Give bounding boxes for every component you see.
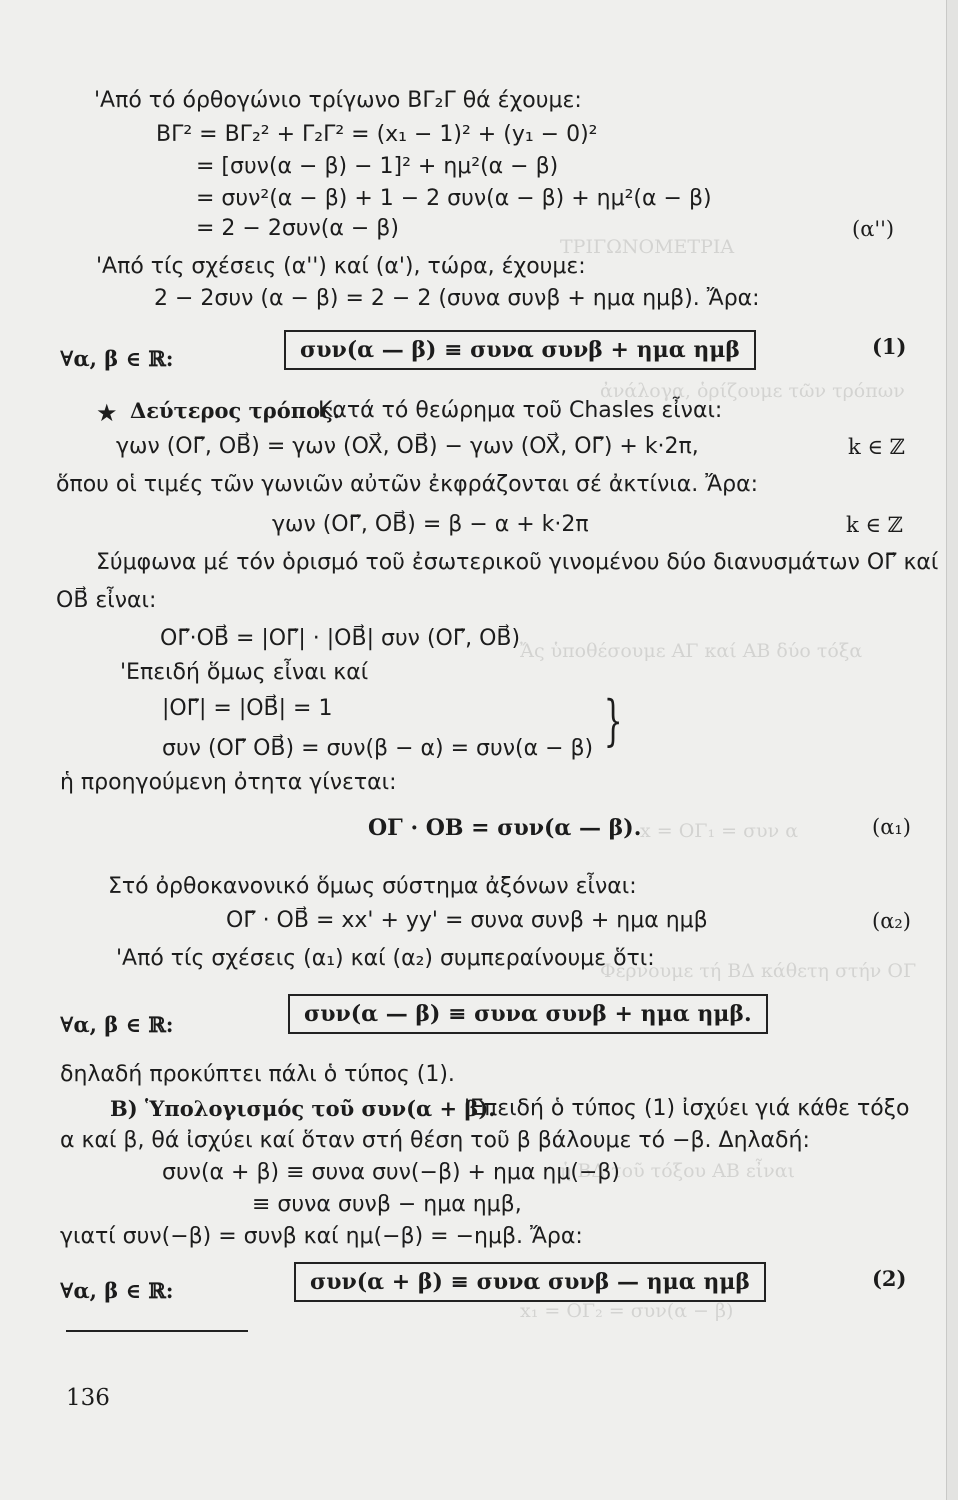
equation-line: γων (OΓ⃗, OB⃗) = β − α + k·2π: [272, 512, 589, 537]
showthrough-text: ἡ ΒΔ τοῦ τόξου ΑΒ εἶναι: [560, 1160, 795, 1182]
star-icon: ★: [96, 399, 118, 427]
equation-line: = [συν(α − β) − 1]² + ημ²(α − β): [196, 154, 559, 179]
text-line: Κατά τό θεώρημα τοῦ Chasles εἶναι:: [318, 398, 723, 423]
page-number: 136: [66, 1385, 110, 1411]
equation-tag: (α''): [852, 217, 895, 241]
text-line: δηλαδή προκύπτει πάλι ὁ τύπος (1).: [60, 1062, 455, 1087]
forall-label: ∀α, β ∈ ℝ:: [60, 346, 174, 371]
text-line: ἡ προηγούμενη ὀτητα γίνεται:: [60, 770, 397, 795]
equation-line: |OΓ⃗| = |OB⃗| = 1: [162, 696, 333, 721]
showthrough-text: ἀνάλογα, ὁρίζουμε τῶν τρόπων: [600, 380, 905, 402]
text-line: Σύμφωνα μέ τόν ὁρισμό τοῦ ἐσωτερικοῦ γινομένου δύο διανυσμάτων OΓ⃗ καί: [96, 550, 939, 575]
equation-tag: (2): [872, 1266, 907, 1291]
equation-line: = 2 − 2συν(α − β): [196, 216, 399, 241]
text-line: Στό ὀρθοκανονικό ὅμως σύστημα ἀξόνων εἶναι:: [108, 874, 637, 899]
boxed-formula: ΟΓ · ΟΒ = συν(α — β).: [368, 815, 642, 841]
equation-tag: (α₁): [872, 815, 911, 839]
text-line: 'Από τίς σχέσεις (α'') καί (α'), τώρα, έχουμε:: [96, 254, 586, 279]
page-edge: [946, 0, 958, 1500]
equation-tag: (1): [872, 334, 907, 359]
text-line: 'Επειδή ὁ τύπος (1) ἰσχύει γιά κάθε τόξο: [464, 1096, 910, 1121]
right-brace: }: [603, 689, 623, 752]
equation-line: συν (OΓ⃗ OB⃗) = συν(β − α) = συν(α − β): [162, 736, 594, 761]
section-heading: Δεύτερος τρόπος.: [130, 398, 341, 423]
footnote-rule: [66, 1330, 248, 1332]
text-line: 'Από τό όρθογώνιο τρίγωνο ΒΓ₂Γ θά έχουμε:: [94, 88, 582, 113]
equation-line: ΒΓ² = ΒΓ₂² + Γ₂Γ² = (x₁ − 1)² + (y₁ − 0)²: [156, 122, 598, 147]
forall-label: ∀α, β ∈ ℝ:: [60, 1278, 174, 1303]
equation-line: γων (OΓ⃗, OB⃗) = γων (OX⃗, OB⃗) − γων (OX⃗, OΓ⃗) + k·2π,: [116, 434, 699, 459]
forall-label: ∀α, β ∈ ℝ:: [60, 1012, 174, 1037]
text-line: ὅπου οἱ τιμές τῶν γωνιῶν αὐτῶν ἐκφράζονται σέ ἀκτίνια. Ἄρα:: [56, 472, 759, 497]
equation-line: 2 − 2συν (α − β) = 2 − 2 (συνα συνβ + ημα ημβ). Ἄρα:: [154, 286, 760, 311]
equation-tag: (α₂): [872, 909, 911, 933]
equation-line: ≡ συνα συνβ − ημα ημβ,: [252, 1192, 522, 1217]
text-line: 'Επειδή ὅμως εἶναι καί: [120, 660, 369, 685]
equation-tag: k ∈ ℤ: [846, 513, 903, 537]
equation-tag: k ∈ ℤ: [848, 435, 905, 459]
showthrough-text: x = ΟΓ₁ = συν α: [640, 820, 799, 842]
boxed-formula: συν(α + β) ≡ συνα συνβ — ημα ημβ: [294, 1262, 766, 1302]
section-heading: Β) Ὑπολογισμός τοῦ συν(α + β).: [110, 1096, 496, 1121]
text-line: OB⃗ εἶναι:: [56, 588, 157, 613]
equation-line: = συν²(α − β) + 1 − 2 συν(α − β) + ημ²(α − β): [196, 186, 712, 211]
boxed-formula: συν(α — β) ≡ συνα συνβ + ημα ημβ.: [288, 994, 768, 1034]
showthrough-text: ΤΡΙΓΩΝΟΜΕΤΡΙΑ: [560, 236, 735, 258]
showthrough-text: x₁ = ΟΓ₂ = συν(α − β): [520, 1300, 734, 1322]
equation-line: συν(α + β) ≡ συνα συν(−β) + ημα ημ(−β): [162, 1160, 621, 1185]
equation-line: OΓ⃗ · OB⃗ = xx' + yy' = συνα συνβ + ημα ημβ: [226, 908, 708, 933]
showthrough-text: Ἄς ὑποθέσουμε ΑΓ καί ΑΒ δύο τόξα: [520, 640, 863, 662]
text-line: α καί β, θά ἰσχύει καί ὅταν στή θέση τοῦ β βάλουμε τό −β. Δηλαδή:: [60, 1128, 810, 1153]
text-line: 'Από τίς σχέσεις (α₁) καί (α₂) συμπεραίνουμε ὅτι:: [116, 946, 655, 971]
showthrough-text: Φέρνουμε τή ΒΔ κάθετη στήν ΟΓ: [600, 960, 917, 982]
equation-line: OΓ⃗·OB⃗ = |OΓ⃗| · |OB⃗| συν (OΓ⃗, OB⃗): [160, 626, 521, 651]
boxed-formula: συν(α — β) ≡ συνα συνβ + ημα ημβ: [284, 330, 756, 370]
text-line: γιατί συν(−β) = συνβ καί ημ(−β) = −ημβ. Ἄρα:: [60, 1224, 583, 1249]
